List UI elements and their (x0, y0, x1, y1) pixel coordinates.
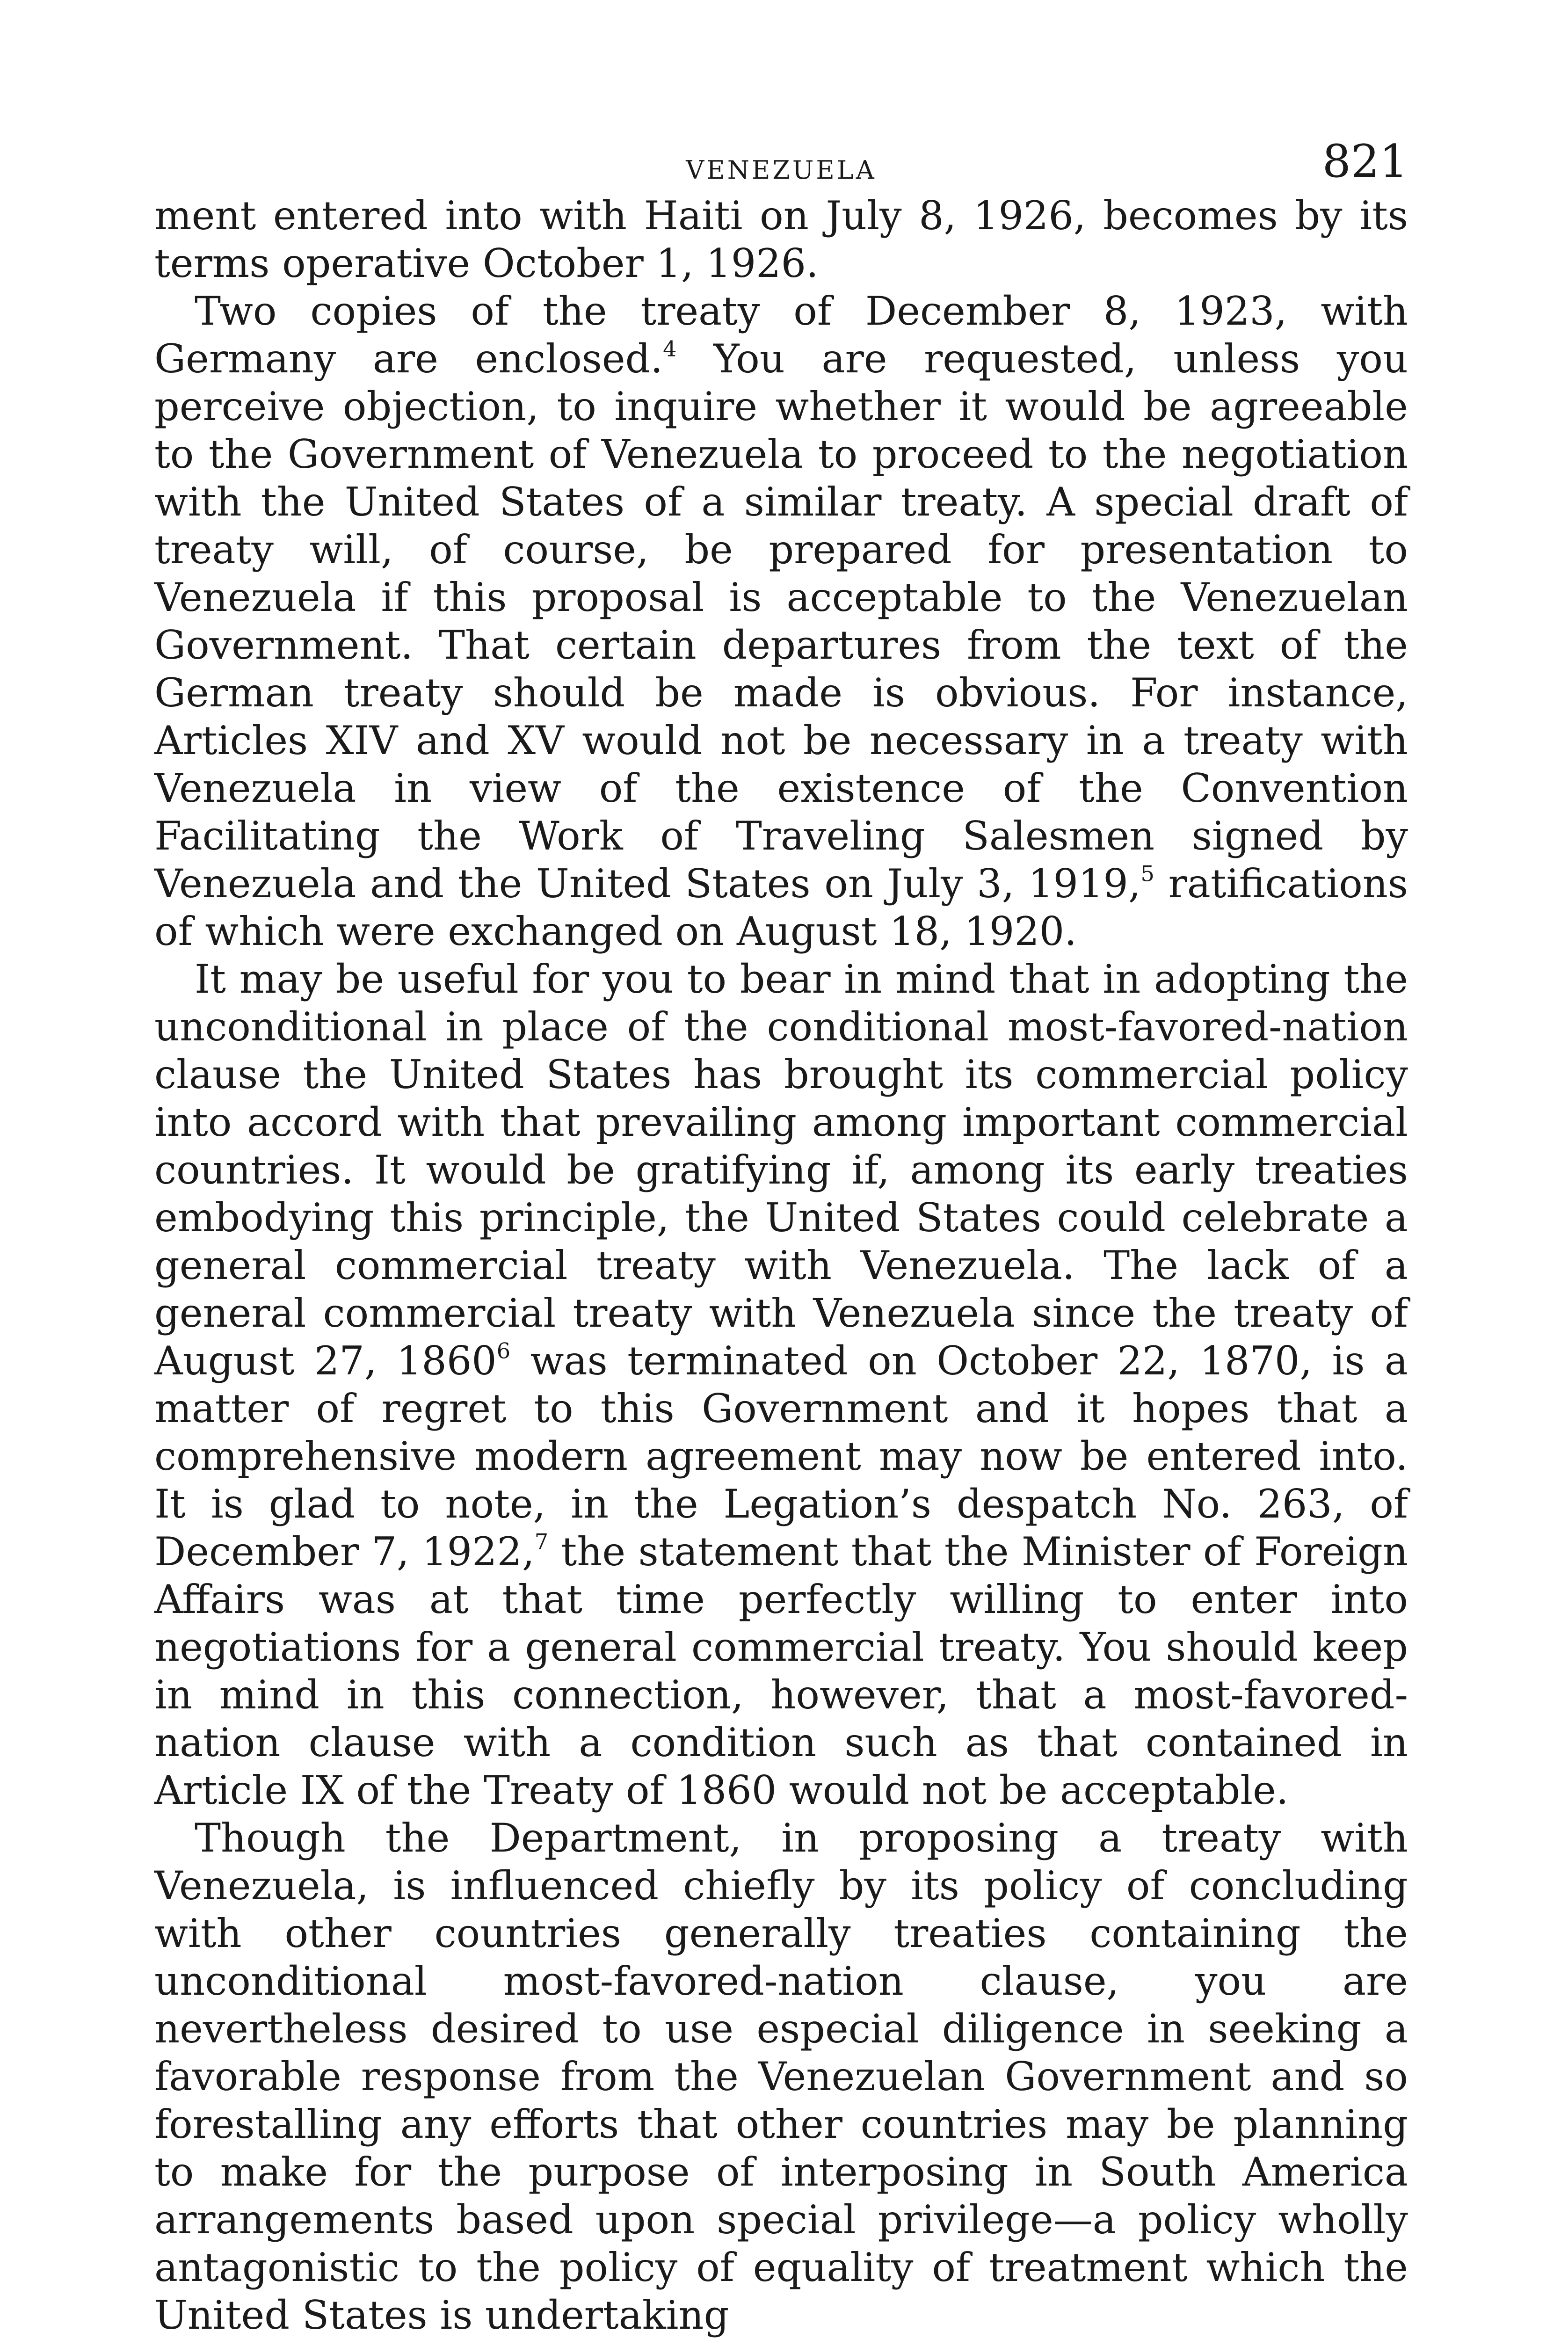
running-head (154, 136, 1408, 192)
paragraph (154, 287, 1408, 955)
paragraph-text: You are requested, unless you perceive objection, to inquire whether it would be agreeable to the Government of Venezuela to proceed to the negotiation with the United States of a similar treaty. A special draft of treaty will, of course, be prepared for presentation to Venezuela if this proposal is acceptable to the Venezuelan Government. That certain departures from the text of the German treaty should be made is obvious. For instance, Articles XIV and XV would not be necessary in a treaty with Venezuela in view of the existence of the Convention Facilitating the Work of Traveling Salesmen signed by Venezuela and the United States on July 3, 1919, (154, 336, 1408, 907)
paragraph-text: Two copies of the treaty of December 8, 1923, with Germany are enclosed. (154, 288, 1408, 382)
page-number: 821 (1322, 135, 1408, 188)
document-page (154, 136, 1408, 2339)
paragraph-text: was terminated on October 22, 1870, is a matter of regret to this Government and it hopes that a comprehensive modern agreement may now be entered into. It is glad to note, in the Legation’s despatch No. 263, of December 7, 1922, (154, 1338, 1408, 1575)
paragraph (154, 955, 1408, 1814)
footnote-reference: 4 (663, 336, 677, 362)
footnote-reference: 7 (534, 1529, 549, 1554)
paragraph-text: the statement that the Minister of Foreign Affairs was at that time perfectly willing to enter into negotiations for a general commercial treaty. You should keep in mind in this connection, however, that a most-favored-nation clause with a condition such as that contained in Article IX of the Treaty of 1860 would not be acceptable. (154, 1529, 1408, 1813)
paragraph-continuation (154, 192, 1408, 287)
paragraph (154, 1814, 1408, 2339)
paragraph-text: ratifications of which were exchanged on August 18, 1920. (154, 861, 1408, 954)
running-title: VENEZUELA (686, 155, 877, 185)
paragraph-text: Though the Department, in proposing a treaty with Venezuela, is influenced chiefly by its policy of concluding with other countries generally treaties containing the unconditional most-favored-nation clause, you are nevertheless desired to use especial diligence in seeking a favorable response from the Venezuelan Government and so forestalling any efforts that other countries may be planning to make for the purpose of interposing in South America arrangements based upon special privilege—a policy wholly antagonistic to the policy of equality of treatment which the United States is undertaking (154, 1815, 1408, 2338)
footnote-reference: 5 (1140, 861, 1154, 886)
body-text (154, 192, 1408, 2339)
paragraph-text: It may be useful for you to bear in mind that in adopting the unconditional in place of the conditional most-favored-nation clause the United States has brought its commercial policy into accord with that prevailing among important commercial countries. It would be gratifying if, among its early treaties embodying this principle, the United States could celebrate a general commercial treaty with Venezuela. The lack of a general commercial treaty with Venezuela since the treaty of August 27, 1860 (154, 956, 1408, 1384)
footnote-reference: 6 (496, 1338, 511, 1364)
paragraph-text: ment entered into with Haiti on July 8, 1926, becomes by its terms operative October 1, 1926. (154, 193, 1408, 286)
